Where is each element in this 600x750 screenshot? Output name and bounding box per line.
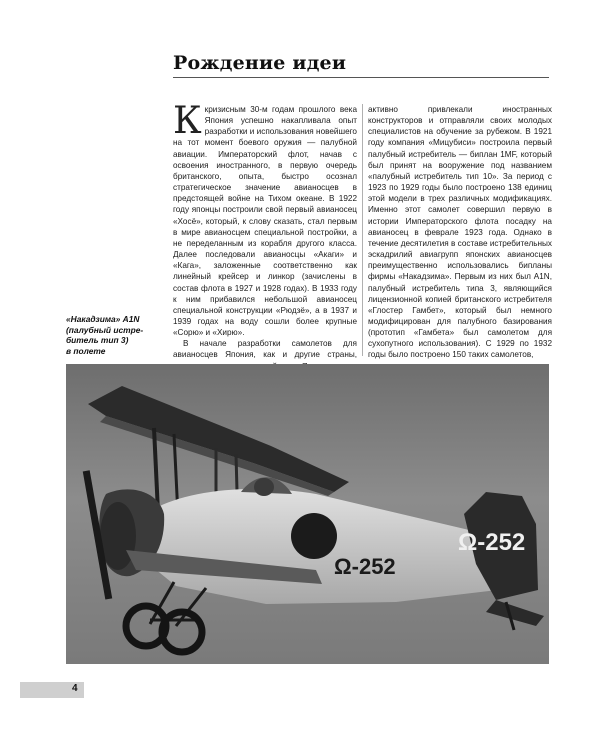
page-number: 4 bbox=[72, 683, 78, 694]
article-column-1 bbox=[173, 99, 357, 360]
caption-line: (палубный истре- bbox=[66, 324, 144, 335]
drop-cap: К bbox=[173, 99, 202, 142]
title-underline bbox=[173, 77, 549, 78]
caption-line: «Накадзима» A1N bbox=[66, 314, 140, 324]
section-title: Рождение идеи bbox=[173, 52, 347, 74]
article-column-2 bbox=[368, 104, 552, 360]
paragraph bbox=[173, 99, 357, 338]
aircraft-photo bbox=[66, 364, 549, 664]
fuselage-marking: Ω-252 bbox=[334, 554, 396, 579]
paragraph: В начале разработки самолетов для авианосцев Япония, как и другие страны, bbox=[173, 339, 357, 360]
paragraph-text: кризисным 30-м годам прошлого века Япония успешно накапливала опыт разработки и использования новейшего на тот момент боевого оружия — палубной авиации. Императорский флот, начав с освоения иностранного, в первую очередь британского, опыта, быстро осознал стратегическое значение авианосцев в предстоящей войне на Тихом океане. В 1922 году японцы построили свой первый авианосец «Хосё», который, к слову сказать, стал первым в мире авианосцем специальной постройки, а не переделанным из корабля другого класса. Далее последовали авианосцы «Акаги» и «Кага», заложенные соответственно как линейный крейсер и линкор (зачислены в состав флота в 1927 и 1928 годах). В 1933 году к ним прибавился небольшой авианосец специальной конструкции «Рюдзё», а в 1937 и 1939 годах на воду сошли более крупные «Сорю» и «Хирю». bbox=[173, 105, 357, 338]
column-divider bbox=[362, 104, 363, 356]
caption-line: битель тип 3) bbox=[66, 335, 129, 346]
caption-line: в полете bbox=[66, 345, 106, 356]
tail-marking: Ω-252 bbox=[458, 529, 526, 556]
photo-caption bbox=[66, 314, 156, 356]
paragraph: активно привлекали иностранных конструкторов и отправляли своих молодых специалистов на обучение за рубежом. В 1921 году компания «Мицубиси» построила первый палубный истребитель — биплан 1MF, который был принят на вооружение под названием «палубный истребитель тип 10». За период с 1923 по 1929 годы было построено 138 единиц этой модели в трех различных модификациях. Именно этот самолет совершил первую в истории Императорского флота посадку на авианосец в феврале 1923 года. Однако в течение десятилетия в составе истребительных эскадрилий авиагрупп японских авианосцев преимущественно использовались бипланы фирмы «Накадзима». Первым из них был A1N, палубный истребитель типа 3, являющийся лицензионной копией британского истребителя «Глостер Гамбет», который был немного модифицирован для палубного базирования (прототип «Гамбета» был самолетом для сухопутного использования). С 1929 по 1932 годы было построено 150 таких самолетов, bbox=[368, 105, 552, 360]
